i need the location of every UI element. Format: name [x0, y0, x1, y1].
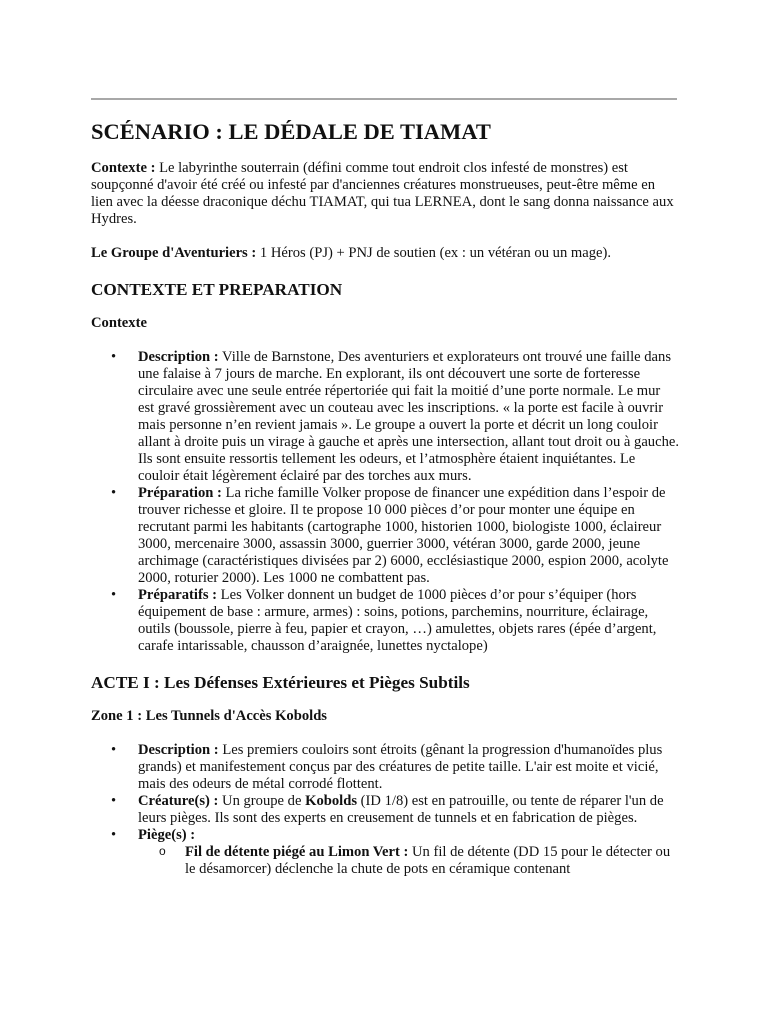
intro-contexte-label: Contexte : — [91, 160, 156, 176]
list-item-preparation — [91, 485, 679, 587]
item-label: Description : — [138, 349, 219, 365]
sublist-item-fil-detente — [138, 844, 679, 878]
item-text: Les premiers couloirs sont étroits (gênant la progression d'humanoïdes plus grands) et manifestement conçus par des créatures de petite taille. L'air est moite et vicié, mais des odeurs de métal corrodé flottent. — [138, 742, 663, 792]
item-text: (ID 1/8) est en patrouille, ou tente de réparer l'un de leurs pièges. Ils sont des experts en creusement de tunnels et en fabrication de pièges. — [138, 793, 664, 826]
list-item-description — [91, 349, 679, 485]
list-item-creatures — [91, 793, 679, 827]
intro-groupe-label: Le Groupe d'Aventuriers : — [91, 245, 257, 261]
item-label: Description : — [138, 742, 219, 758]
top-rule — [91, 98, 677, 100]
contexte-list — [91, 349, 679, 655]
list-item-preparatifs — [91, 587, 679, 655]
item-text: Ville de Barnstone, Des aventuriers et explorateurs ont trouvé une faille dans une falaise à 7 jours de marche. En explorant, ils ont découvert une sorte de forteresse circulaire avec une seule entrée répertoriée qui fait la moitié d’une porte normale. Le mur est gravé grossièrement avec un couteau avec les inscriptions. « la porte est facile à ouvrir mais personne n’en revient jamais ». Le groupe a ouvert la porte et décrit un long couloir allant à droite puis un virage à gauche et après une intersection, allant tout droit ou à gauche. Ils sont ensuite ressortis tellement les odeurs, et l’atmosphère étaient inquiétantes. Le couloir était légèrement éclairé par des torches aux murs. — [138, 349, 679, 484]
sub-item-label: Fil de détente piégé au Limon Vert : — [185, 844, 409, 860]
item-text: La riche famille Volker propose de financer une expédition dans l’espoir de trouver richesse et gloire. Il te propose 10 000 pièces d’or pour monter une équipe en recrutant parmi les habitants (cartographe 1000, historien 1000, biologiste 1000, éclaireur 3000, mercenaire 3000, assassin 3000, guerrier 3000, vétéran 3000, garde 2000, jeune archimage (caractéristiques divisées par 2) 6000, ecclésiastique 2000, espion 2000, acolyte 2000, roturier 2000). Les 1000 ne combattent pas. — [138, 485, 669, 586]
list-item-zone-description — [91, 742, 679, 793]
item-label: Préparatifs : — [138, 587, 218, 603]
zone-1-list — [91, 742, 679, 878]
item-label: Préparation : — [138, 485, 222, 501]
document-body — [91, 118, 679, 895]
section-heading-acte-1: ACTE I : Les Défenses Extérieures et Pièges Subtils — [91, 673, 470, 692]
document-title: SCÉNARIO : LE DÉDALE DE TIAMAT — [91, 119, 491, 144]
subheading-zone-1: Zone 1 : Les Tunnels d'Accès Kobolds — [91, 708, 327, 724]
item-text: Un groupe de — [218, 793, 306, 809]
sub-item-text: Un fil de détente (DD 15 pour le détecter ou le désamorcer) déclenche la chute de pots en céramique contenant — [185, 844, 671, 877]
item-text: Les Volker donnent un budget de 1000 pièces d’or pour s’équiper (hors équipement de base : armure, armes) : soins, potions, parchemins, nourriture, éclairage, outils (boussole, pierre à feu, papier et crayon, …) amulettes, objets rares (épée d’argent, carafe intarissable, chausson d’araignée, lunettes nyctalope) — [138, 587, 657, 654]
intro-groupe-text: 1 Héros (PJ) + PNJ de soutien (ex : un vétéran ou un mage). — [256, 245, 612, 261]
intro-contexte-text: Le labyrinthe souterrain (défini comme tout endroit clos infesté de monstres) est soupçonné d'avoir été créé ou infesté par d'anciennes créatures monstrueuses, peut-être même en lien avec la déesse draconique déchu TIAMAT, qui tua LERNEA, dont le sang donna naissance aux Hydres. — [91, 160, 674, 227]
pieges-sublist — [138, 844, 679, 878]
subheading-contexte: Contexte — [91, 315, 147, 331]
section-heading-contexte-preparation: CONTEXTE ET PREPARATION — [91, 280, 343, 299]
item-label: Piège(s) : — [138, 827, 196, 843]
list-item-pieges — [91, 827, 679, 878]
intro-contexte — [91, 160, 679, 228]
item-label: Créature(s) : — [138, 793, 219, 809]
creature-name: Kobolds — [305, 793, 358, 809]
intro-groupe — [91, 245, 679, 262]
